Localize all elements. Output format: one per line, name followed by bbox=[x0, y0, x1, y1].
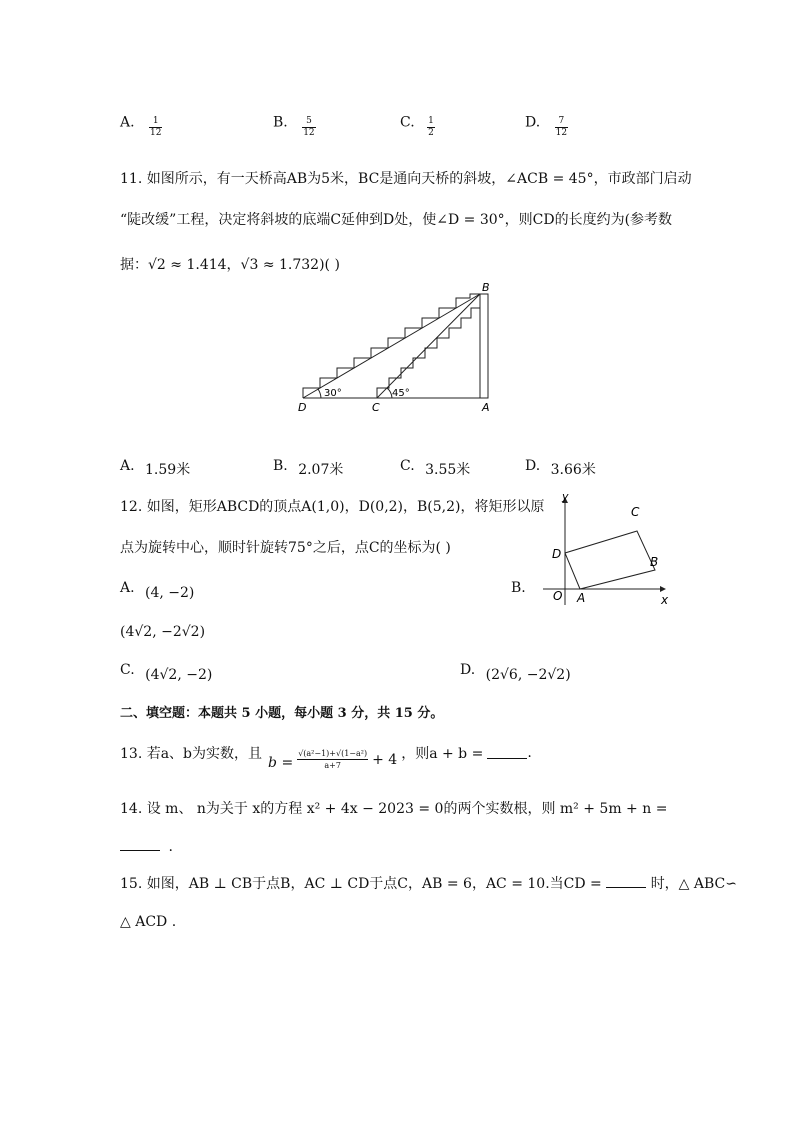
q11-text-line3: 据：√2 ≈ 1.414，√3 ≈ 1.732)( ) bbox=[120, 257, 340, 273]
label-y-axis: y bbox=[562, 490, 569, 503]
label-angle-30: 30° bbox=[324, 388, 342, 399]
option-label: A. bbox=[120, 114, 135, 131]
label-a: A bbox=[482, 401, 490, 414]
q15-text-line1 bbox=[120, 873, 737, 893]
option-value: 2.07米 bbox=[298, 462, 344, 478]
q15-text-line2: △ ACD . bbox=[120, 914, 177, 930]
q13-b-equals: b = bbox=[268, 754, 294, 771]
q13-answer-blank[interactable] bbox=[487, 746, 527, 759]
option-label: C. bbox=[400, 458, 415, 474]
q12-option-b[interactable] bbox=[511, 580, 526, 596]
option-label: D. bbox=[460, 662, 476, 678]
option-label: B. bbox=[511, 580, 526, 596]
option-value: (4√2, −2) bbox=[145, 667, 213, 683]
fraction-numerator: 5 bbox=[302, 116, 315, 128]
fraction-numerator: 7 bbox=[555, 116, 568, 128]
q15-answer-blank[interactable] bbox=[606, 875, 646, 888]
q14-answer-row bbox=[120, 838, 173, 855]
q13-plus-four: + 4 bbox=[372, 751, 398, 768]
option-value: 3.55米 bbox=[425, 462, 471, 478]
fraction-denominator: 12 bbox=[555, 128, 568, 138]
q12-option-b-value: (4√2, −2√2) bbox=[120, 624, 206, 640]
inner-staircase bbox=[377, 308, 480, 398]
q14-answer-blank[interactable] bbox=[120, 838, 160, 851]
q12-rectangle-figure bbox=[535, 490, 675, 610]
q12-text-line1: 12. 如图，矩形ABCD的顶点A(1,0)，D(0,2)，B(5,2)，将矩形以原 bbox=[120, 499, 545, 515]
option-value: (2√6, −2√2) bbox=[485, 667, 571, 683]
q14-text-line1: 14. 设 m、 n为关于 x的方程 x² + 4x − 2023 = 0的两个实数根，则 m² + 5m + n = bbox=[120, 801, 668, 817]
fraction-denominator: 12 bbox=[150, 128, 162, 138]
bridge-pillar bbox=[480, 294, 488, 398]
q12-option-a[interactable] bbox=[120, 580, 195, 601]
option-value: 3.66米 bbox=[550, 462, 596, 478]
q11-option-c[interactable] bbox=[400, 455, 471, 478]
label-c: C bbox=[631, 505, 640, 519]
fraction-denominator: 12 bbox=[303, 128, 315, 138]
rectangle-abcd bbox=[565, 531, 655, 589]
q13-prefix: 13. 若a、b为实数，且 bbox=[120, 745, 263, 762]
option-label: B. bbox=[273, 458, 288, 474]
slope-db bbox=[303, 294, 480, 398]
q11-option-b[interactable] bbox=[273, 455, 344, 478]
q11-text-line2: “陡改缓”工程，决定将斜坡的底端C延伸到D处，使∠D = 30°，则CD的长度约为(参考数 bbox=[120, 212, 673, 228]
q12-option-d[interactable] bbox=[460, 662, 571, 683]
option-label: D. bbox=[525, 458, 541, 474]
q13-fraction bbox=[297, 748, 368, 771]
label-d: D bbox=[298, 401, 307, 414]
label-d: D bbox=[552, 547, 562, 561]
label-origin: O bbox=[553, 589, 563, 603]
q15-text-part2: 时，△ ABC∽ bbox=[650, 876, 738, 892]
q12-option-c[interactable] bbox=[120, 662, 213, 683]
option-fraction bbox=[555, 116, 568, 139]
option-fraction bbox=[427, 116, 435, 139]
fraction-numerator: 1 bbox=[428, 116, 434, 126]
option-label: A. bbox=[120, 458, 135, 474]
q15-text-part1: 15. 如图，AB ⊥ CB于点B，AC ⊥ CD于点C，AB = 6，AC = 10.当CD = bbox=[120, 876, 602, 892]
q13-row bbox=[120, 734, 532, 771]
option-label: D. bbox=[525, 114, 541, 131]
q13-end: . bbox=[527, 744, 532, 761]
section-title: 二、填空题：本题共 5 小题，每小题 3 分，共 15 分。 bbox=[120, 706, 444, 721]
fraction-numerator: 1 bbox=[149, 116, 162, 128]
option-value: 1.59米 bbox=[145, 462, 191, 478]
option-label: A. bbox=[120, 580, 135, 596]
label-b: B bbox=[650, 555, 659, 569]
fraction-denominator: a+7 bbox=[324, 761, 341, 770]
q14-end: . bbox=[168, 839, 173, 855]
fraction-numerator: √(a²−1)+√(1−a²) bbox=[298, 749, 368, 758]
q12-text-line2: 点为旋转中心，顺时针旋转75°之后，点C的坐标为( ) bbox=[120, 540, 451, 556]
option-fraction bbox=[302, 116, 315, 139]
fraction-denominator: 2 bbox=[428, 128, 434, 138]
q11-bridge-figure bbox=[295, 278, 505, 418]
q10-option-a[interactable] bbox=[120, 106, 162, 139]
q11-option-a[interactable] bbox=[120, 455, 191, 478]
angle-arc-30 bbox=[318, 389, 321, 398]
option-label: B. bbox=[273, 114, 288, 131]
q10-option-b[interactable] bbox=[273, 106, 316, 139]
q11-text-line1: 11. 如图所示，有一天桥高AB为5米，BC是通向天桥的斜坡，∠ACB = 45°，市政部门启动 bbox=[120, 171, 692, 187]
label-x-axis: x bbox=[661, 593, 669, 607]
label-a: A bbox=[577, 591, 586, 605]
label-c: C bbox=[372, 401, 380, 414]
option-label: C. bbox=[400, 114, 415, 131]
q11-option-d[interactable] bbox=[525, 455, 596, 478]
q13-suffix: ，则a + b = bbox=[401, 745, 484, 762]
label-b: B bbox=[482, 281, 490, 294]
option-label: C. bbox=[120, 662, 135, 678]
option-fraction bbox=[149, 116, 162, 139]
option-value: (4, −2) bbox=[145, 585, 195, 601]
q10-option-d[interactable] bbox=[525, 106, 568, 139]
label-angle-45: 45° bbox=[392, 388, 410, 399]
q10-option-c[interactable] bbox=[400, 106, 435, 139]
